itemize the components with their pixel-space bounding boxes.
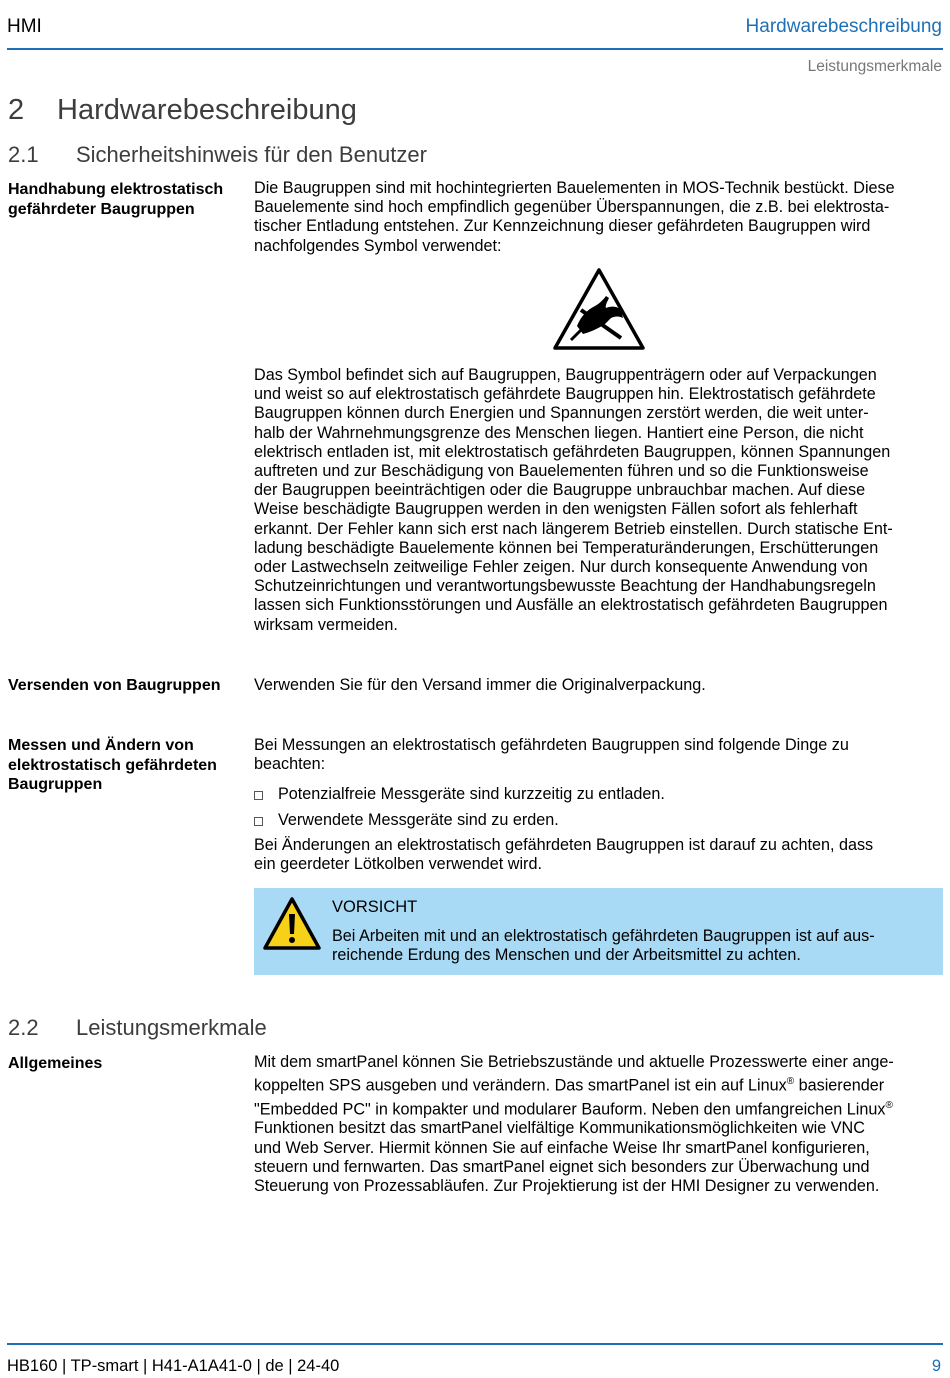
- general-text: [254, 1053, 944, 1196]
- section-heading-2-1: [8, 142, 608, 170]
- caution-text: [332, 927, 932, 965]
- text-line: Das Symbol befindet sich auf Baugruppen, Baugruppenträgern oder auf Verpackungen: [254, 366, 877, 384]
- header-chapter-title: Hardwarebeschreibung: [745, 16, 942, 37]
- side-label-esd: Handhabung elektrostatisch gefährdeter Baugruppen: [8, 181, 224, 218]
- text-line: lassen sich Funktionsstörungen und Ausfälle an elektrostatisch gefährdeten Baugruppen: [254, 596, 888, 615]
- section-title: Leistungsmerkmale: [76, 1015, 267, 1040]
- esd-intro: [254, 179, 944, 256]
- text-line: Schutzeinrichtungen und verantwortungsbewusste Beachtung der Handhabungsregeln: [254, 577, 876, 596]
- registered-mark: ®: [885, 1099, 893, 1111]
- header-divider: [7, 48, 943, 50]
- text-line: Bei Änderungen an elektrostatisch gefährdeten Baugruppen ist darauf zu achten, dass: [254, 835, 874, 854]
- text-line: steuern und fernwarten. Das smartPanel eignet sich besonders zur Überwachung und: [254, 1157, 870, 1176]
- text-line: tischer Entladung entstehen. Zur Kennzeichnung dieser gefährdeten Baugruppen wird: [254, 217, 871, 236]
- footer-doc-id: HB160 | TP-smart | H41-A1A41-0 | de | 24-40: [7, 1357, 340, 1375]
- text-line: Bei Messungen an elektrostatisch gefährdeten Baugruppen sind folgende Dinge zu: [254, 736, 849, 754]
- text-line: der Baugruppen beeinträchtigen oder die Baugruppe unbrauchbar machen. Auf diese: [254, 481, 866, 500]
- caution-title: VORSICHT: [332, 898, 418, 916]
- section-heading-2-2: [8, 1015, 608, 1043]
- text-fragment: "Embedded PC" in kompakter und modularer Bauform. Neben den umfangreichen Linux: [254, 1100, 886, 1119]
- text-line: Baugruppen können durch Energien und Spannungen zerstört werden, die weit unter-: [254, 404, 869, 423]
- list-item: [254, 785, 944, 804]
- text-line: nachfolgendes Symbol verwendet:: [254, 236, 502, 255]
- shipping-text: Verwenden Sie für den Versand immer die Originalverpackung.: [254, 676, 706, 694]
- caution-box: [254, 888, 943, 975]
- text-line: ein geerdeter Lötkolben verwendet wird.: [254, 855, 542, 874]
- list-item: [254, 811, 944, 830]
- text-line: und weist so auf elektrostatisch gefährdete Baugruppen hin. Elektrostatisch gefährdete: [254, 385, 876, 404]
- text-line: und Web Server. Hiermit können Sie auf einfache Weise Ihr smartPanel konfigurieren,: [254, 1138, 870, 1157]
- text-line: Bauelemente sind hoch empfindlich gegenüber Überspannungen, die z.B. bei elektrosta-: [254, 198, 890, 217]
- chapter-number: 2: [8, 94, 25, 126]
- list-item-text: Potenzialfreie Messgeräte sind kurzzeitig zu entladen.: [278, 785, 665, 804]
- text-fragment: koppelten SPS ausgeben und verändern. Das smartPanel ist ein auf Linux: [254, 1076, 787, 1095]
- chapter-title: Hardwarebeschreibung: [57, 94, 357, 126]
- side-label-measuring: Messen und Ändern von elektrostatisch gefährdeten Baugruppen: [8, 737, 217, 793]
- text-line: beachten:: [254, 755, 326, 774]
- text-line: Bei Arbeiten mit und an elektrostatisch gefährdeten Baugruppen ist auf aus-: [332, 927, 875, 945]
- text-line: ladung beschädigte Bauelemente können bei Temperaturänderungen, Erschütterungen: [254, 538, 879, 557]
- esd-explanation: [254, 366, 944, 635]
- text-line: wirksam vermeiden.: [254, 615, 398, 634]
- text-line: Die Baugruppen sind mit hochintegrierten Bauelementen in MOS-Technik bestückt. Diese: [254, 179, 895, 197]
- section-number: 2.1: [8, 142, 39, 167]
- text-line: [254, 1072, 944, 1096]
- page-number: 9: [931, 1357, 941, 1375]
- text-fragment: basierender: [794, 1076, 885, 1095]
- bullet-square-icon: [254, 817, 263, 826]
- section-title: Sicherheitshinweis für den Benutzer: [76, 142, 427, 167]
- text-line: auftreten und zur Beschädigung von Bauelementen führen und so die Funktionsweise: [254, 462, 869, 481]
- text-line: [254, 1096, 944, 1120]
- text-line: Weise beschädigte Baugruppen werden in den wenigsten Fällen sofort als fehlerhaft: [254, 500, 858, 519]
- bullet-square-icon: [254, 791, 263, 800]
- text-line: reichende Erdung des Menschen und der Arbeitsmittel zu achten.: [332, 946, 801, 965]
- text-line: Steuerung von Prozessabläufen. Zur Projektierung ist der HMI Designer zu verwenden.: [254, 1177, 880, 1195]
- text-line: oder Lastwechseln zeitweilige Fehler zeigen. Nur durch konsequente Anwendung von: [254, 558, 868, 577]
- measuring-block: [254, 736, 944, 874]
- text-line: Funktionen besitzt das smartPanel vielfältige Kommunikationsmöglichkeiten wie VNC: [254, 1119, 865, 1138]
- side-label-shipping: Versenden von Baugruppen: [8, 677, 221, 694]
- text-line: halb der Wahrnehmungsgrenze des Menschen liegen. Hantiert eine Person, die nicht: [254, 423, 864, 442]
- list-item-text: Verwendete Messgeräte sind zu erden.: [278, 810, 559, 829]
- header-product: HMI: [7, 16, 42, 37]
- text-line: Mit dem smartPanel können Sie Betriebszustände und aktuelle Prozesswerte einer ange-: [254, 1053, 894, 1071]
- section-number: 2.2: [8, 1015, 39, 1040]
- text-line: erkannt. Der Fehler kann sich erst nach längerem Betrieb einstellen. Durch statische Ent-: [254, 519, 893, 538]
- side-label-general: Allgemeines: [8, 1055, 103, 1072]
- header-section-title: Leistungsmerkmale: [807, 58, 942, 75]
- text-line: elektrisch entladen ist, mit elektrostatisch gefährdeten Baugruppen, können Spannungen: [254, 442, 891, 461]
- registered-mark: ®: [786, 1076, 795, 1088]
- chapter-heading: [8, 94, 608, 130]
- warning-triangle-icon: [262, 896, 322, 957]
- esd-warning-icon: [551, 266, 647, 352]
- footer-divider: [7, 1343, 943, 1345]
- measuring-bullet-list: [254, 785, 944, 829]
